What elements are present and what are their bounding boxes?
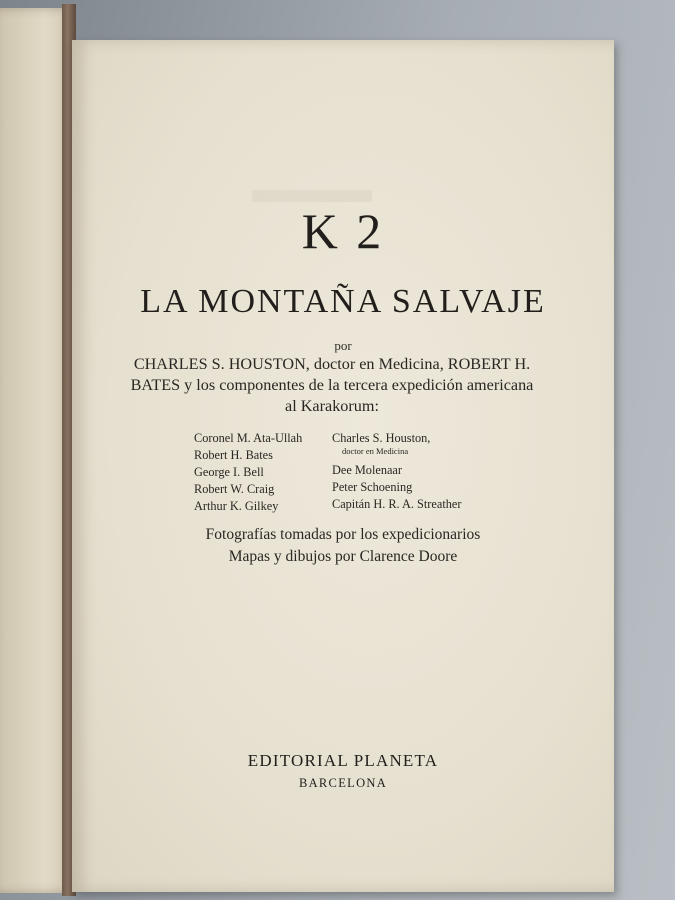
- member-name: Robert H. Bates: [194, 448, 273, 462]
- book-subtitle: LA MONTAÑA SALVAJE: [140, 283, 546, 320]
- map-credit: Mapas y dibujos por Clarence Doore: [228, 548, 458, 565]
- member-name: Robert W. Craig: [194, 482, 275, 496]
- member-name: Capitán H. R. A. Streather: [332, 497, 462, 511]
- authors-text: CHARLES S. HOUSTON, doctor en Medicina, ROBERT H. BATES y los componentes de la tercera expedición americana al Karakorum:: [130, 355, 534, 415]
- photo-credit: Fotografías tomadas por los expedicionarios: [205, 526, 481, 543]
- publisher-name: EDITORIAL PLANETA: [247, 751, 439, 770]
- publisher-city: BARCELONA: [298, 776, 388, 790]
- member-name: Arthur K. Gilkey: [194, 499, 279, 513]
- book-title: K 2: [301, 203, 385, 259]
- members-column-left: [194, 430, 302, 515]
- members-column-right: [332, 430, 461, 513]
- member-name: Peter Schoening: [332, 480, 413, 494]
- credits-block: [72, 524, 614, 568]
- member-name: Coronel M. Ata-Ullah: [194, 431, 303, 445]
- title-page: [72, 40, 614, 892]
- member-name: Charles S. Houston,: [332, 431, 431, 445]
- member-name: George I. Bell: [194, 465, 264, 479]
- bleed-through-shadow: [252, 190, 372, 202]
- member-note: doctor en Medicina: [342, 446, 409, 456]
- member-name: Dee Molenaar: [332, 463, 402, 477]
- by-line: por: [334, 338, 352, 353]
